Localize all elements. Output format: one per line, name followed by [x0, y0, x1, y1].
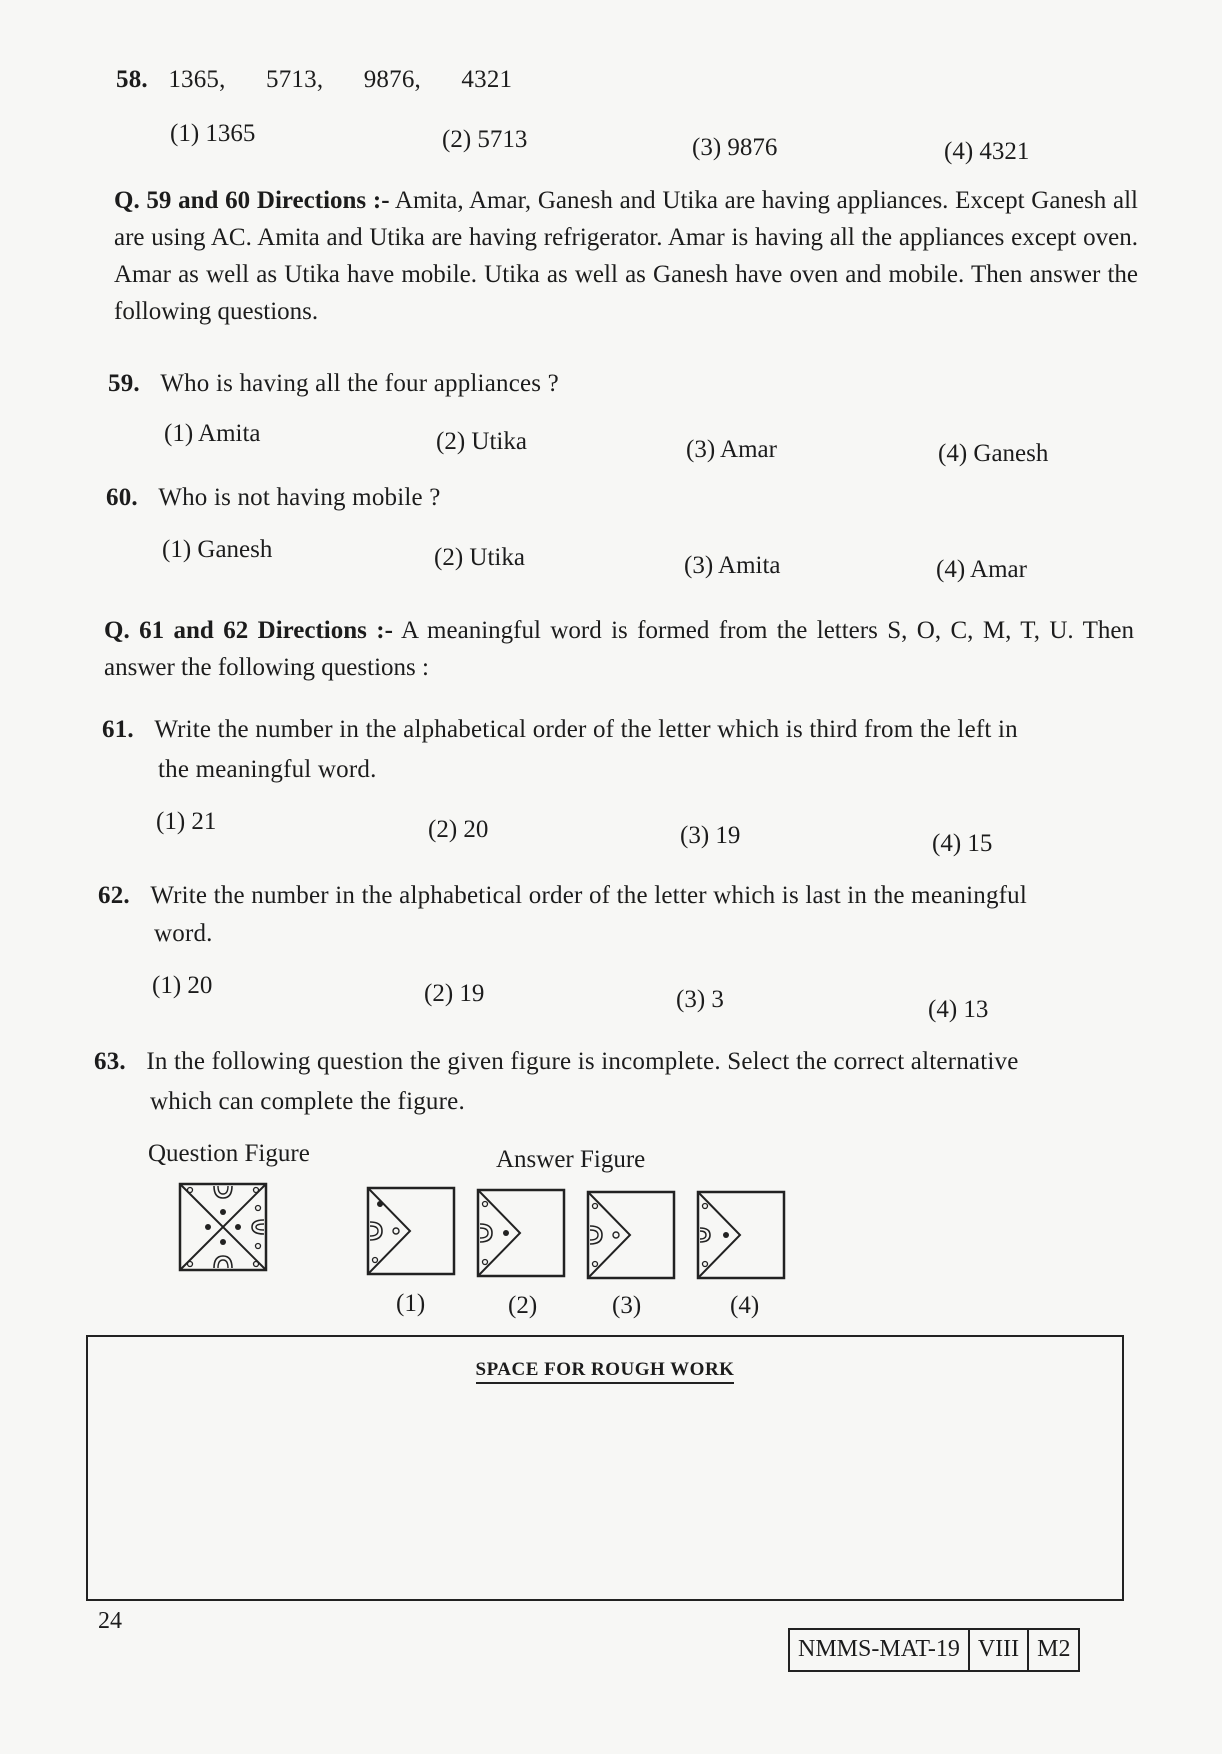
- q60-option-1[interactable]: (1) Ganesh: [162, 536, 273, 563]
- q58-option-1[interactable]: (1) 1365: [170, 120, 256, 147]
- paper-code-class: VIII: [970, 1630, 1029, 1670]
- q58-term-2: 5713,: [266, 66, 324, 93]
- q63-text-2: which can complete the figure.: [150, 1088, 465, 1115]
- q58-option-2[interactable]: (2) 5713: [442, 126, 528, 153]
- q61-option-1[interactable]: (1) 21: [156, 808, 217, 835]
- q63-text-1: In the following question the given figure is incomplete. Select the correct alternative: [146, 1048, 1019, 1075]
- q61-option-2[interactable]: (2) 20: [428, 816, 489, 843]
- q62-option-3[interactable]: (3) 3: [676, 986, 724, 1013]
- q61-text-1: Write the number in the alphabetical order of the letter which is third from the left in: [154, 716, 1018, 743]
- q60-option-2[interactable]: (2) Utika: [434, 544, 525, 571]
- answer-figure-label: Answer Figure: [496, 1146, 646, 1173]
- q59-option-4[interactable]: (4) Ganesh: [938, 440, 1049, 467]
- q59-option-1[interactable]: (1) Amita: [164, 420, 261, 447]
- q61-number: 61.: [102, 716, 134, 743]
- q58-option-4[interactable]: (4) 4321: [944, 138, 1030, 165]
- directions-61-62: [104, 612, 1134, 686]
- q60-number: 60.: [106, 484, 138, 511]
- q59-option-3[interactable]: (3) Amar: [686, 436, 777, 463]
- paper-code-medium: M2: [1037, 1636, 1071, 1662]
- q58-term-3: 9876,: [363, 66, 421, 93]
- answer-figure-4[interactable]: [696, 1190, 788, 1282]
- directions-59-60-text: Amita, Amar, Ganesh and Utika are having appliances. Except Ganesh all are using AC. Amita and Utika are having refrigerator. Amar is having all the appliances except oven. Amar as well as Utika have mobile. Utika as well as Ganesh have oven and mobile. Then answer the following questions.: [114, 187, 1138, 325]
- rough-work-title: [88, 1359, 1122, 1381]
- q60-line: [106, 484, 441, 512]
- q62-option-1[interactable]: (1) 20: [152, 972, 213, 999]
- q62-option-4[interactable]: (4) 13: [928, 996, 989, 1023]
- q62-text-1: Write the number in the alphabetical order of the letter which is last in the meaningful: [150, 882, 1028, 909]
- q59-line: [108, 370, 559, 398]
- answer-figure-2[interactable]: [476, 1188, 568, 1280]
- q58-line: [116, 66, 512, 94]
- answer-figure-1[interactable]: [366, 1186, 458, 1278]
- question-figure: [178, 1182, 270, 1272]
- answer-number-1: (1): [396, 1290, 426, 1317]
- q61-text-2: the meaningful word.: [158, 756, 377, 783]
- q63-line-1: [94, 1048, 1019, 1076]
- answer-number-4: (4): [730, 1292, 760, 1319]
- directions-61-62-label: Q. 61 and 62 Directions :-: [104, 617, 393, 644]
- q60-option-3[interactable]: (3) Amita: [684, 552, 781, 579]
- rough-work-box: [86, 1335, 1124, 1601]
- rough-work-title-text: SPACE FOR ROUGH WORK: [476, 1359, 735, 1384]
- directions-59-60-label: Q. 59 and 60 Directions :-: [114, 187, 390, 214]
- q60-option-4[interactable]: (4) Amar: [936, 556, 1027, 583]
- q62-line-1: [98, 882, 1027, 910]
- page-number: 24: [98, 1608, 122, 1634]
- q59-text: Who is having all the four appliances ?: [160, 370, 559, 397]
- q58-option-3[interactable]: (3) 9876: [692, 134, 778, 161]
- q62-number: 62.: [98, 882, 130, 909]
- answer-number-2: (2): [508, 1292, 538, 1319]
- q61-option-3[interactable]: (3) 19: [680, 822, 741, 849]
- q59-number: 59.: [108, 370, 140, 397]
- paper-code-exam: NMMS-MAT-19: [790, 1630, 970, 1670]
- q58-term-4: 4321: [461, 66, 513, 93]
- q61-option-4[interactable]: (4) 15: [932, 830, 993, 857]
- answer-figure-3[interactable]: [586, 1190, 678, 1282]
- answer-number-3: (3): [612, 1292, 642, 1319]
- directions-59-60: [114, 182, 1138, 330]
- q59-option-2[interactable]: (2) Utika: [436, 428, 527, 455]
- q58-number: 58.: [116, 66, 148, 93]
- directions-61-62-text: A meaningful word is formed from the letters S, O, C, M, T, U. Then answer the following questions :: [104, 617, 1134, 681]
- paper-code: [788, 1628, 1080, 1672]
- q58-term-1: 1365,: [168, 66, 226, 93]
- q62-option-2[interactable]: (2) 19: [424, 980, 485, 1007]
- q60-text: Who is not having mobile ?: [158, 484, 441, 511]
- q62-text-2: word.: [154, 920, 213, 947]
- question-figure-label: Question Figure: [148, 1140, 310, 1167]
- q61-line-1: [102, 716, 1018, 744]
- q63-number: 63.: [94, 1048, 126, 1075]
